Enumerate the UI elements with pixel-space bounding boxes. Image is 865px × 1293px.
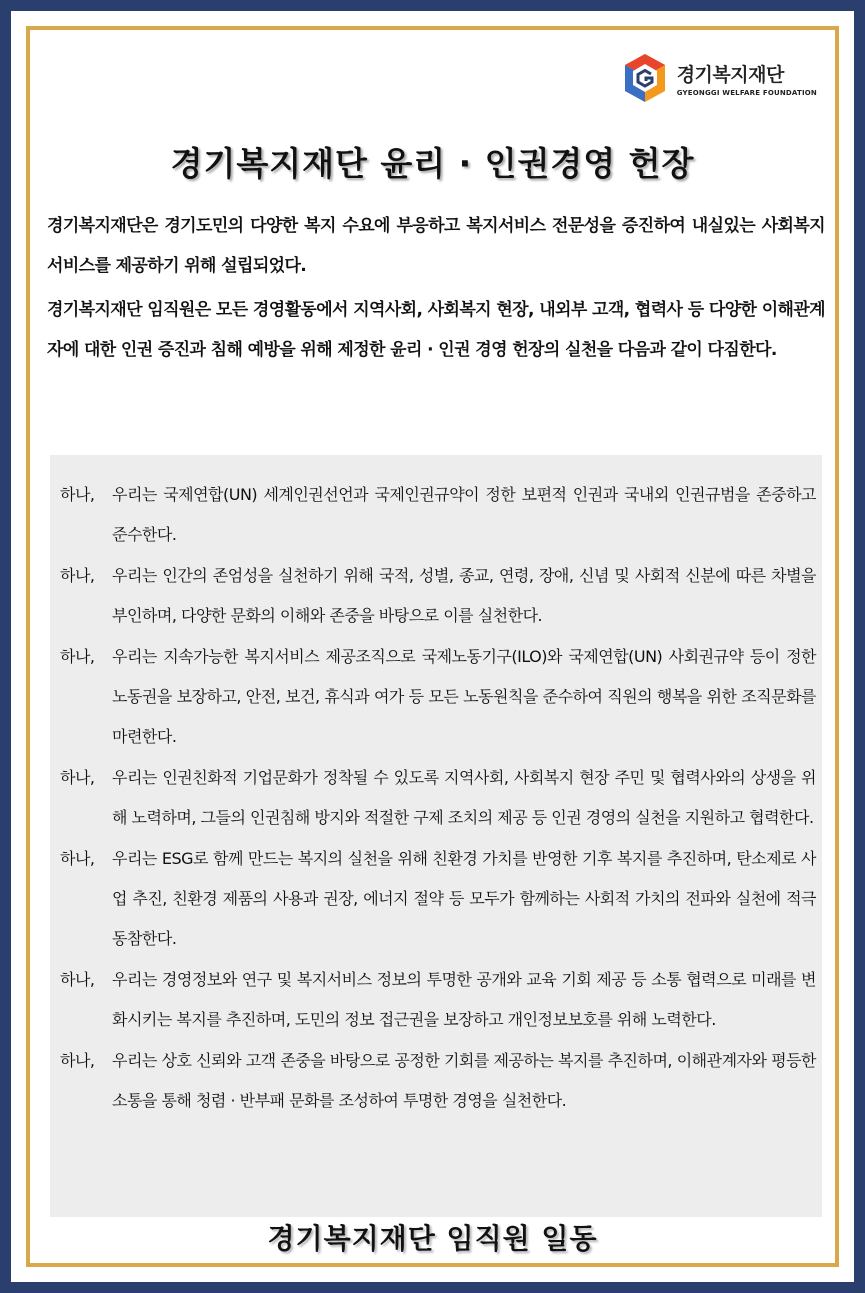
pledge-item [60,475,816,555]
intro-paragraph: 경기복지재단 임직원은 모든 경영활동에서 지역사회, 사회복지 현장, 내외부 고객, 협력사 등 다양한 이해관계자에 대한 인권 증진과 침해 예방을 위해 제정한 윤리 · 인권 경영 헌장의 실천을 다음과 같이 다짐한다. [47,300,825,360]
pledge-lead: 하나, [60,485,95,504]
pledge-text: 우리는 인권친화적 기업문화가 정착될 수 있도록 지역사회, 사회복지 현장 주민 및 협력사와의 상생을 위해 노력하며, 그들의 인권침해 방지와 적절한 구제 조치의 제공 등 인권 경영의 실천을 지원하고 협력한다. [112,768,816,827]
pledge-lead: 하나, [60,566,95,585]
document-page [11,11,854,1282]
pledge-text: 우리는 국제연합(UN) 세계인권선언과 국제인권규약이 정한 보편적 인권과 국내외 인권규범을 존중하고 준수한다. [112,485,816,544]
pledge-lead: 하나, [60,970,95,989]
pledge-item [60,758,816,838]
charter-signatory: 경기복지재단 임직원 일동 [267,1222,598,1255]
logo-name-english: GYEONGGI WELFARE FOUNDATION [676,88,817,97]
gold-frame [26,26,839,1267]
pledge-text: 우리는 ESG로 함께 만드는 복지의 실천을 위해 친환경 가치를 반영한 기후 복지를 추진하며, 탄소제로 사업 추진, 친환경 제품의 사용과 권장, 에너지 절약 등 모두가 함께하는 사회적 가치의 전파와 실천에 적극 동참한다. [112,849,816,948]
charter-title: 경기복지재단 윤리 · 인권경영 헌장 [170,144,695,183]
pledge-lead: 하나, [60,1051,95,1070]
logo-name-korean: 경기복지재단 [676,63,784,86]
pledge-text: 우리는 상호 신뢰와 고객 존중을 바탕으로 공정한 기회를 제공하는 복지를 추진하며, 이해관계자와 평등한 소통을 통해 청렴 · 반부패 문화를 조성하여 투명한 경영을 실천한다. [112,1051,816,1110]
intro-paragraph: 경기복지재단은 경기도민의 다양한 복지 수요에 부응하고 복지서비스 전문성을 증진하여 내실있는 사회복지서비스를 제공하기 위해 설립되었다. [47,216,825,276]
pledge-item [60,1041,816,1121]
pledge-text: 우리는 인간의 존엄성을 실천하기 위해 국적, 성별, 종교, 연령, 장애, 신념 및 사회적 신분에 따른 차별을 부인하며, 다양한 문화의 이해와 존중을 바탕으로 이를 실천한다. [112,566,816,625]
pledge-item [60,960,816,1040]
pledge-item [60,839,816,959]
pledge-lead: 하나, [60,849,95,868]
pledge-list [50,455,822,1217]
pledge-text: 우리는 경영정보와 연구 및 복지서비스 정보의 투명한 공개와 교육 기회 제공 등 소통 협력으로 미래를 변화시키는 복지를 추진하며, 도민의 정보 접근권을 보장하고 개인정보보호를 위해 노력한다. [112,970,816,1029]
pledge-text: 우리는 지속가능한 복지서비스 제공조직으로 국제노동기구(ILO)와 국제연합(UN) 사회권규약 등이 정한 노동권을 보장하고, 안전, 보건, 휴식과 여가 등 모든 노동원칙을 준수하여 직원의 행복을 위한 조직문화를 마련한다. [112,647,816,746]
pledge-lead: 하나, [60,768,95,787]
charter-intro [47,206,825,374]
foundation-logo [621,48,817,108]
pledge-lead: 하나, [60,647,95,666]
pledge-item [60,637,816,757]
foundation-logo-icon [621,52,669,104]
pledge-item [60,556,816,636]
